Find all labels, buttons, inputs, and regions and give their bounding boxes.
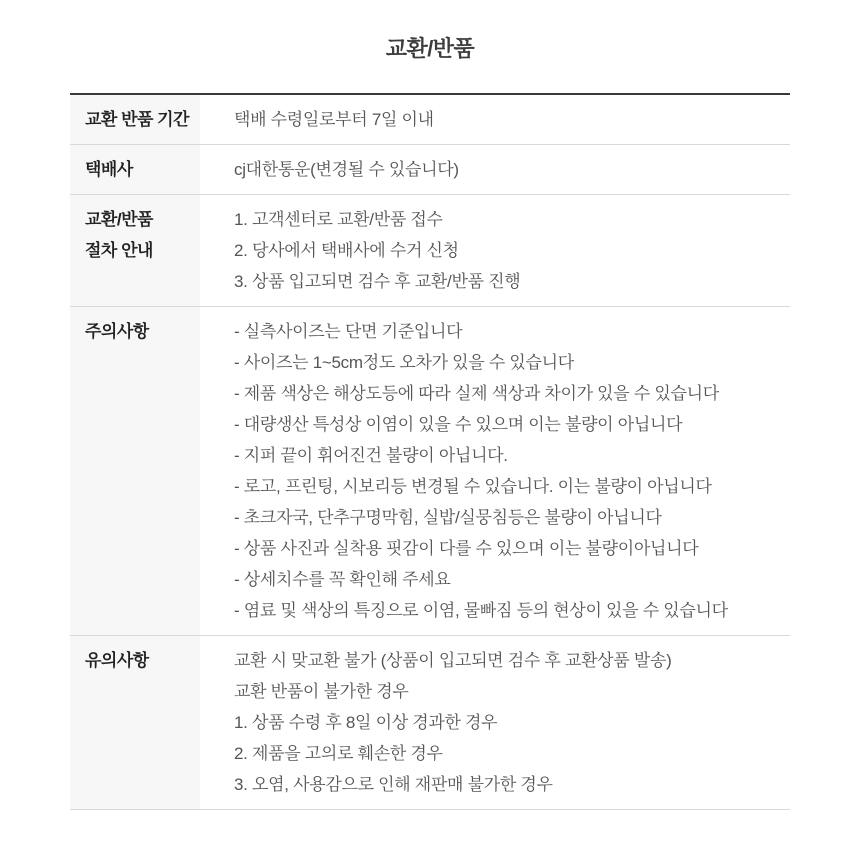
content-line: - 염료 및 색상의 특징으로 이염, 물빠짐 등의 현상이 있을 수 있습니다 xyxy=(234,601,728,620)
row-label-line: 유의사항 xyxy=(85,651,149,670)
page-title: 교환/반품 xyxy=(385,36,475,61)
row-label-line: 택배사 xyxy=(85,160,133,179)
exchange-return-table xyxy=(70,93,790,810)
row-content xyxy=(200,307,790,635)
content-line: - 초크자국, 단추구명막힘, 실밥/실뭉침등은 불량이 아닙니다 xyxy=(234,508,662,527)
table-row xyxy=(70,307,790,636)
content-line: - 실측사이즈는 단면 기준입니다 xyxy=(234,322,463,341)
row-label xyxy=(70,636,200,809)
content-line: - 상세치수를 꼭 확인해 주세요 xyxy=(234,570,451,589)
content-line: 2. 제품을 고의로 훼손한 경우 xyxy=(234,744,443,763)
table-row xyxy=(70,636,790,810)
content-line: 교환 시 맞교환 불가 (상품이 입고되면 검수 후 교환상품 발송) xyxy=(234,651,672,670)
content-line: - 제품 색상은 해상도등에 따라 실제 색상과 차이가 있을 수 있습니다 xyxy=(234,384,719,403)
content-line: 교환 반품이 불가한 경우 xyxy=(234,682,409,701)
content-line: - 상품 사진과 실착용 핏감이 다를 수 있으며 이는 불량이아닙니다 xyxy=(234,539,699,558)
row-label xyxy=(70,195,200,306)
row-label xyxy=(70,145,200,194)
content-line: - 대량생산 특성상 이염이 있을 수 있으며 이는 불량이 아닙니다 xyxy=(234,415,683,434)
row-label-line: 교환 반품 기간 xyxy=(85,110,189,129)
row-content xyxy=(200,95,790,144)
table-row xyxy=(70,195,790,307)
table-row xyxy=(70,95,790,145)
table-row xyxy=(70,145,790,195)
row-label xyxy=(70,307,200,635)
content-line: - 로고, 프린팅, 시보리등 변경될 수 있습니다. 이는 불량이 아닙니다 xyxy=(234,477,712,496)
content-line: 3. 오염, 사용감으로 인해 재판매 불가한 경우 xyxy=(234,775,553,794)
content-line: 2. 당사에서 택배사에 수거 신청 xyxy=(234,241,459,260)
row-label xyxy=(70,95,200,144)
content-line: 1. 상품 수령 후 8일 이상 경과한 경우 xyxy=(234,713,498,732)
row-label-line: 교환/반품 xyxy=(85,210,153,229)
content-line: - 사이즈는 1~5cm정도 오차가 있을 수 있습니다 xyxy=(234,353,574,372)
row-content xyxy=(200,145,790,194)
content-line: cj대한통운(변경될 수 있습니다) xyxy=(234,160,459,179)
content-line: 택배 수령일로부터 7일 이내 xyxy=(234,110,434,129)
content-line: - 지퍼 끝이 휘어진건 불량이 아닙니다. xyxy=(234,446,508,465)
content-line: 1. 고객센터로 교환/반품 접수 xyxy=(234,210,443,229)
content-line: 3. 상품 입고되면 검수 후 교환/반품 진행 xyxy=(234,272,521,291)
row-label-line: 절차 안내 xyxy=(85,241,153,260)
row-content xyxy=(200,195,790,306)
row-label-line: 주의사항 xyxy=(85,322,149,341)
row-content xyxy=(200,636,790,809)
